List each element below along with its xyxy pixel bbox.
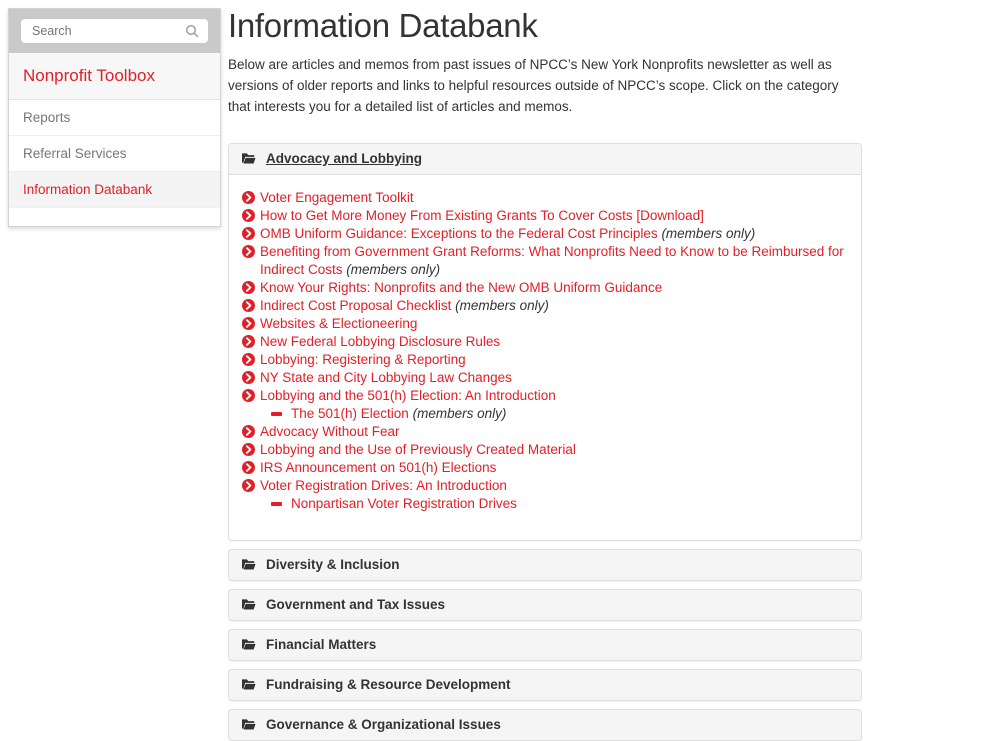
chevron-circle-icon bbox=[242, 371, 255, 384]
article-link[interactable]: Advocacy Without Fear bbox=[260, 423, 400, 439]
members-only-note: (members only) bbox=[661, 225, 756, 241]
folder-open-icon bbox=[241, 718, 256, 731]
main-content bbox=[228, 0, 862, 741]
article-list-item bbox=[241, 315, 849, 333]
folder-open-icon bbox=[241, 678, 256, 691]
category-label: Governance & Organizational Issues bbox=[266, 716, 501, 732]
sidebar-item-reports[interactable]: Reports bbox=[9, 100, 220, 136]
category-panel-financial-matters bbox=[228, 629, 862, 661]
category-header-government-and-tax-issues[interactable] bbox=[229, 590, 861, 620]
article-list-item bbox=[241, 423, 849, 441]
sidebar-footer bbox=[9, 208, 220, 226]
sidebar-panel bbox=[8, 8, 221, 227]
category-panel-government-and-tax-issues bbox=[228, 589, 862, 621]
search-input[interactable] bbox=[30, 23, 185, 39]
article-link[interactable]: New Federal Lobbying Disclosure Rules bbox=[260, 333, 501, 349]
category-header-advocacy-and-lobbying[interactable] bbox=[229, 144, 861, 175]
category-header-governance-organizational-issues[interactable] bbox=[229, 710, 861, 740]
category-header-financial-matters[interactable] bbox=[229, 630, 861, 660]
category-header-fundraising-resource-development[interactable] bbox=[229, 670, 861, 700]
chevron-circle-icon bbox=[242, 335, 255, 348]
category-panel-fundraising-resource-development bbox=[228, 669, 862, 701]
article-list-item bbox=[241, 405, 849, 423]
chevron-circle-icon bbox=[242, 209, 255, 222]
members-only-note: (members only) bbox=[455, 297, 549, 313]
category-label: Government and Tax Issues bbox=[266, 596, 446, 612]
members-only-note: (members only) bbox=[412, 405, 507, 421]
category-label: Diversity & Inclusion bbox=[266, 556, 400, 572]
search-box bbox=[21, 19, 208, 43]
article-list-item bbox=[241, 333, 849, 351]
search-icon[interactable] bbox=[185, 24, 199, 38]
folder-open-icon bbox=[241, 558, 256, 571]
folder-open-icon bbox=[241, 152, 256, 165]
chevron-circle-icon bbox=[242, 299, 255, 312]
article-list-item bbox=[241, 189, 849, 207]
article-sublink[interactable]: Nonpartisan Voter Registration Drives bbox=[291, 495, 517, 511]
article-list-item bbox=[241, 243, 849, 279]
folder-open-icon bbox=[241, 598, 256, 611]
article-link[interactable]: Voter Registration Drives: An Introduction bbox=[260, 477, 507, 493]
article-list bbox=[241, 189, 849, 513]
category-header-diversity-inclusion[interactable] bbox=[229, 550, 861, 580]
folder-open-icon bbox=[241, 638, 256, 651]
category-label: Financial Matters bbox=[266, 636, 377, 652]
category-label: Fundraising & Resource Development bbox=[266, 676, 511, 692]
article-list-item bbox=[241, 387, 849, 405]
article-link[interactable]: IRS Announcement on 501(h) Elections bbox=[260, 459, 497, 475]
article-link[interactable]: Lobbying and the Use of Previously Created Material bbox=[260, 441, 576, 457]
article-link[interactable]: Lobbying and the 501(h) Election: An Introduction bbox=[260, 387, 556, 403]
chevron-circle-icon bbox=[242, 227, 255, 240]
article-list-item bbox=[241, 495, 849, 513]
article-list-item bbox=[241, 279, 849, 297]
category-body bbox=[229, 175, 861, 540]
article-list-item bbox=[241, 351, 849, 369]
article-list-item bbox=[241, 297, 849, 315]
category-panel-diversity-inclusion bbox=[228, 549, 862, 581]
article-link[interactable]: Websites & Electioneering bbox=[260, 315, 418, 331]
article-link[interactable]: Voter Engagement Toolkit bbox=[260, 189, 414, 205]
chevron-circle-icon bbox=[242, 479, 255, 492]
article-link[interactable]: Benefiting from Government Grant Reforms: What Nonprofits Need to Know to be Reimbursed for Indirect Costs bbox=[260, 243, 844, 277]
chevron-circle-icon bbox=[242, 281, 255, 294]
chevron-circle-icon bbox=[242, 245, 255, 258]
dash-icon bbox=[271, 412, 282, 416]
article-list-item bbox=[241, 369, 849, 387]
chevron-circle-icon bbox=[242, 425, 255, 438]
article-link[interactable]: NY State and City Lobbying Law Changes bbox=[260, 369, 512, 385]
category-panel-advocacy-and-lobbying bbox=[228, 143, 862, 541]
article-list-item bbox=[241, 207, 849, 225]
page-title: Information Databank bbox=[228, 7, 538, 44]
chevron-circle-icon bbox=[242, 191, 255, 204]
intro-text: Below are articles and memos from past issues of NPCC’s New York Nonprofits newsletter as well as versions of older reports and links to helpful resources outside of NPCC’s scope. Click on the category that interests you for a detailed list of articles and memos. bbox=[228, 56, 839, 114]
article-list-item bbox=[241, 459, 849, 477]
article-link[interactable]: OMB Uniform Guidance: Exceptions to the Federal Cost Principles bbox=[260, 225, 658, 241]
category-accordion bbox=[228, 143, 862, 741]
article-sublink[interactable]: The 501(h) Election bbox=[291, 405, 409, 421]
search-band bbox=[9, 9, 220, 53]
article-link[interactable]: Lobbying: Registering & Reporting bbox=[260, 351, 466, 367]
sidebar-nav bbox=[9, 100, 220, 208]
sidebar-item-referral-services[interactable]: Referral Services bbox=[9, 136, 220, 172]
members-only-note: (members only) bbox=[346, 261, 441, 277]
article-list-item bbox=[241, 477, 849, 495]
article-list-item bbox=[241, 225, 849, 243]
article-link[interactable]: How to Get More Money From Existing Grants To Cover Costs [Download] bbox=[260, 207, 704, 223]
chevron-circle-icon bbox=[242, 389, 255, 402]
article-link[interactable]: Indirect Cost Proposal Checklist bbox=[260, 297, 452, 313]
sidebar-title: Nonprofit Toolbox bbox=[9, 53, 220, 100]
dash-icon bbox=[271, 502, 282, 506]
article-list-item bbox=[241, 441, 849, 459]
category-label[interactable]: Advocacy and Lobbying bbox=[266, 150, 423, 166]
chevron-circle-icon bbox=[242, 353, 255, 366]
article-link[interactable]: Know Your Rights: Nonprofits and the New OMB Uniform Guidance bbox=[260, 279, 663, 295]
chevron-circle-icon bbox=[242, 443, 255, 456]
category-panel-governance-organizational-issues bbox=[228, 709, 862, 741]
chevron-circle-icon bbox=[242, 317, 255, 330]
sidebar-item-information-databank[interactable]: Information Databank bbox=[9, 172, 220, 208]
chevron-circle-icon bbox=[242, 461, 255, 474]
